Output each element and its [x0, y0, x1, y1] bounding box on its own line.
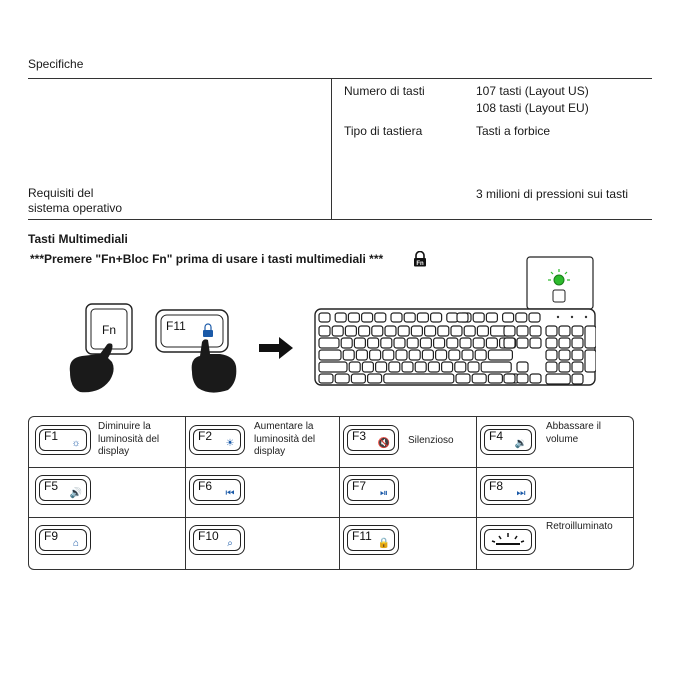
keyboard-key-space	[384, 374, 454, 383]
fn-lock-icon: 🔒	[377, 538, 391, 549]
spec-label-type: Tipo di tastiera	[344, 124, 423, 138]
keyboard-key	[319, 326, 330, 336]
keyboard-key	[572, 362, 583, 372]
keyboard-key	[473, 338, 484, 348]
brightness-down-icon: ☼	[71, 438, 81, 449]
keyboard-key	[368, 374, 382, 383]
key-f2	[189, 425, 245, 455]
keyboard-key	[585, 350, 596, 372]
keyboard-key	[488, 350, 512, 360]
keyboard-key	[559, 362, 570, 372]
keyboard-key	[572, 338, 583, 348]
keyboard-key	[447, 313, 458, 322]
keyboard-key	[486, 338, 497, 348]
key-description: Retroilluminato	[546, 521, 613, 532]
keyboard-key	[372, 326, 383, 336]
led-green-icon	[554, 275, 564, 285]
keyboard-key-esc	[319, 313, 330, 322]
keyboard-key	[398, 326, 409, 336]
keyboard-key	[436, 350, 447, 360]
spec-bottom-divider	[28, 219, 652, 220]
spec-os-label-line2: sistema operativo	[28, 201, 123, 215]
key-description: luminosità del	[98, 433, 160, 445]
keyboard-key	[389, 362, 400, 372]
f11-key-label: F11	[166, 319, 186, 333]
fn-key-label: Fn	[101, 323, 117, 337]
next-track-icon: ⏭	[516, 488, 526, 499]
keyboard-key-fn	[335, 374, 349, 383]
key-f7	[343, 475, 399, 505]
keyboard-key	[362, 313, 373, 322]
keyboard-key	[407, 338, 418, 348]
keyboard-key	[572, 374, 583, 384]
keyboard-key	[517, 338, 528, 348]
keyboard-key	[486, 313, 497, 322]
keyboard-key	[431, 313, 442, 322]
keyboard-key	[383, 350, 394, 360]
lock-icon-fn-text: Fn	[416, 261, 424, 267]
keyboard-key	[530, 338, 541, 348]
keyboard-key	[451, 326, 462, 336]
keyboard-key	[319, 374, 333, 383]
keyboard-illustration	[314, 308, 596, 386]
key-label: F3	[352, 429, 367, 443]
key-f11	[343, 525, 399, 555]
keyboard-key	[404, 313, 415, 322]
keyboard-key	[481, 362, 511, 372]
keyboard-key	[391, 313, 402, 322]
keyboard-key	[559, 326, 570, 336]
keyboard-key	[376, 362, 387, 372]
previous-track-icon: ⏮	[225, 488, 235, 499]
keyboard-key	[585, 326, 596, 348]
multimedia-instruction: ***Premere "Fn+Bloc Fn" prima di usare i tasti multimediali ***	[30, 252, 384, 266]
keyboard-key	[332, 326, 343, 336]
key-label: F9	[44, 529, 59, 543]
keyboard-key	[422, 350, 433, 360]
spec-label-keys: Numero di tasti	[344, 84, 425, 98]
keyboard-key	[396, 350, 407, 360]
keyboard-key	[464, 326, 475, 336]
keyboard-key	[319, 362, 347, 372]
keyboard-key	[381, 338, 392, 348]
key-f8	[480, 475, 536, 505]
keyboard-key	[529, 313, 540, 322]
keyboard-key	[349, 362, 360, 372]
spec-top-divider	[28, 78, 652, 79]
keyboard-key	[559, 350, 570, 360]
key-description: Aumentare la	[254, 421, 314, 432]
keyboard-key	[504, 326, 515, 336]
key-f6	[189, 475, 245, 505]
key-description: display	[254, 446, 286, 457]
key-f4	[480, 425, 536, 455]
key-label: F7	[352, 479, 367, 493]
backlight-icon	[488, 530, 528, 550]
spec-column-divider	[331, 78, 332, 219]
keyboard-key	[546, 350, 557, 360]
key-backlight	[480, 525, 536, 555]
keyboard-key	[420, 338, 431, 348]
keyboard-key	[359, 326, 370, 336]
home-icon: ⌂	[72, 538, 80, 549]
keyboard-key	[428, 362, 439, 372]
keyboard-key	[425, 326, 436, 336]
key-description: luminosità del	[254, 433, 316, 445]
keyboard-key	[356, 350, 367, 360]
arrow-right-icon	[259, 337, 295, 359]
keyboard-key	[442, 362, 453, 372]
key-f3	[343, 425, 399, 455]
keyboard-key	[572, 326, 583, 336]
multimedia-heading: Tasti Multimediali	[28, 232, 128, 246]
keyboard-key	[504, 374, 515, 383]
key-label: F2	[198, 429, 213, 443]
volume-up-icon: 🔊	[69, 488, 83, 499]
keyboard-key	[335, 313, 346, 322]
spec-value-keys-us: 107 tasti (Layout US)	[476, 84, 589, 98]
keyboard-key	[351, 374, 365, 383]
spec-value-keys-eu: 108 tasti (Layout EU)	[476, 101, 589, 115]
keyboard-key	[477, 326, 488, 336]
key-label: F1	[44, 429, 59, 443]
keyboard-key	[385, 326, 396, 336]
key-f1	[35, 425, 91, 455]
keyboard-key	[488, 374, 502, 383]
keyboard-key	[345, 326, 356, 336]
keyboard-key	[341, 338, 352, 348]
keyboard-key	[343, 350, 354, 360]
key-description: display	[98, 446, 130, 457]
keyboard-key	[472, 374, 486, 383]
keyboard-key	[434, 338, 445, 348]
spec-heading: Specifiche	[28, 57, 84, 71]
keyboard-key	[415, 362, 426, 372]
keyboard-key	[402, 362, 413, 372]
keyboard-key	[517, 362, 528, 372]
keyboard-key	[449, 350, 460, 360]
keyboard-key	[546, 326, 557, 336]
key-f9	[35, 525, 91, 555]
keyboard-key	[530, 326, 541, 336]
key-description: Abbassare il	[546, 421, 602, 432]
keyboard-key	[503, 313, 514, 322]
search-icon: ⌕	[227, 538, 233, 549]
key-label: F5	[44, 479, 59, 493]
key-description: volume	[546, 433, 579, 445]
keyboard-key	[368, 338, 379, 348]
keyboard-key	[319, 338, 339, 348]
keyboard-key-f11	[457, 313, 468, 322]
keyboard-key	[516, 313, 527, 322]
keyboard-key	[319, 350, 341, 360]
keyboard-key	[438, 326, 449, 336]
keyboard-key	[572, 350, 583, 360]
keyboard-key	[417, 313, 428, 322]
key-f10	[189, 525, 245, 555]
keyboard-key	[462, 350, 473, 360]
lock-icon	[413, 251, 427, 267]
keyboard-key	[546, 338, 557, 348]
spec-os-value: 3 milioni di pressioni sui tasti	[476, 187, 629, 201]
keyboard-key	[362, 362, 373, 372]
keyboard-key	[456, 374, 470, 383]
keyboard-key	[546, 374, 570, 384]
keyboard-key	[473, 313, 484, 322]
key-label: F8	[489, 479, 504, 493]
keyboard-key	[517, 374, 528, 383]
key-f5	[35, 475, 91, 505]
spec-os-label-line1: Requisiti del	[28, 186, 94, 200]
keyboard-key	[370, 350, 381, 360]
keyboard-key	[460, 338, 471, 348]
keyboard-key	[447, 338, 458, 348]
keyboard-key	[504, 338, 515, 348]
mute-icon: 🔇	[377, 438, 391, 449]
keyboard-key	[394, 338, 405, 348]
key-label: F4	[489, 429, 504, 443]
keyboard-key	[546, 362, 557, 372]
keyboard-key	[530, 374, 541, 383]
keyboard-key	[375, 313, 386, 322]
fn-combo-illustration	[60, 302, 250, 394]
keyboard-key	[455, 362, 466, 372]
key-label: F10	[198, 529, 219, 543]
keyboard-key	[475, 350, 486, 360]
key-label: F6	[198, 479, 213, 493]
play-pause-icon: ⏯	[380, 488, 388, 499]
volume-down-icon: 🔉	[514, 438, 528, 449]
keyboard-key	[517, 326, 528, 336]
spec-value-type: Tasti a forbice	[476, 124, 551, 138]
key-label: F11	[352, 529, 372, 543]
keyboard-key	[468, 362, 479, 372]
key-description: Diminuire la	[98, 421, 151, 432]
keyboard-key	[411, 326, 422, 336]
keyboard-key	[559, 338, 570, 348]
keyboard-key	[409, 350, 420, 360]
brightness-up-icon: ☀	[225, 438, 235, 449]
keyboard-key	[354, 338, 365, 348]
keyboard-key	[348, 313, 359, 322]
key-description: Silenzioso	[408, 435, 454, 446]
